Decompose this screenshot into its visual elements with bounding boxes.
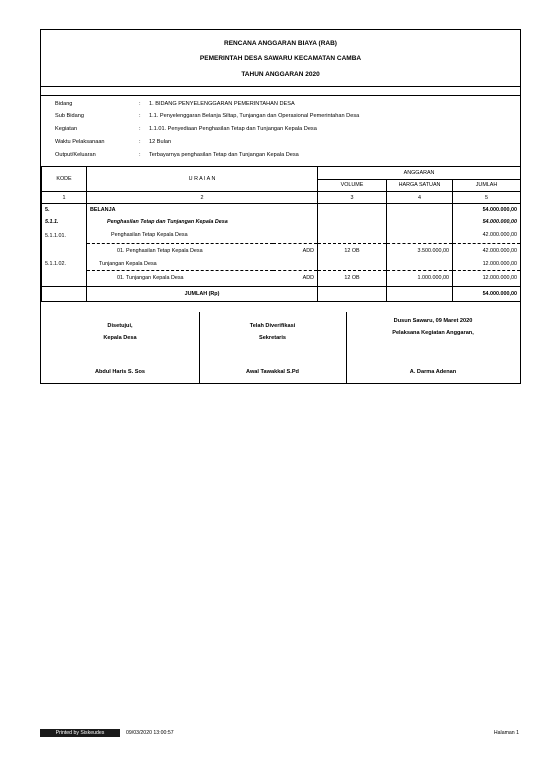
row-jumlah: 12.000.000,00 xyxy=(453,258,521,270)
verifier-role: Sekretaris xyxy=(258,335,287,341)
row-volume: 12 OB xyxy=(318,243,387,258)
table-header-row xyxy=(42,167,521,180)
approver-title: Disetujui, xyxy=(107,323,133,329)
table-row xyxy=(42,215,521,228)
divider xyxy=(41,95,520,96)
info-label: Bidang xyxy=(55,101,73,107)
document-header xyxy=(41,30,520,86)
row-sumber-dana: ADD xyxy=(273,270,318,287)
row-uraian: BELANJA xyxy=(87,204,318,216)
table-row xyxy=(42,228,521,243)
verifier-name: Awal Tawakkal S.Pd xyxy=(246,369,299,375)
table-row xyxy=(42,258,521,270)
table-row xyxy=(42,270,521,287)
verifier-title: Telah Diverifikasi xyxy=(249,323,296,329)
info-label: Output/Keluaran xyxy=(55,152,96,158)
info-value: 1.1. Penyelenggaran Belanja Siltap, Tunjangan dan Operasional Pemerintahan Desa xyxy=(149,113,360,119)
total-label: JUMLAH (Rp) xyxy=(87,287,318,302)
header-jumlah: JUMLAH xyxy=(453,179,521,192)
row-jumlah: 54.000.000,00 xyxy=(453,204,521,216)
page-footer xyxy=(40,729,519,737)
total-value: 54.000.000,00 xyxy=(453,287,521,302)
info-colon: : xyxy=(139,139,141,145)
column-index-row xyxy=(42,192,521,204)
info-value: 1.1.01. Penyediaan Penghasilan Tetap dan Tunjangan Kepala Desa xyxy=(149,126,317,132)
table-row xyxy=(42,243,521,258)
table-row xyxy=(42,204,521,216)
info-value: Terbayarnya penghasilan Tetap dan Tunjangan Kepala Desa xyxy=(149,152,299,158)
row-jumlah: 42.000.000,00 xyxy=(453,243,521,258)
row-jumlah: 42.000.000,00 xyxy=(453,228,521,243)
info-label: Waktu Pelaksanaan xyxy=(55,139,105,145)
approver-role: Kepala Desa xyxy=(103,335,137,341)
row-uraian: Penghasilan Tetap dan Tunjangan Kepala Desa xyxy=(87,215,318,228)
column-index: 3 xyxy=(318,192,387,204)
row-kode xyxy=(42,243,87,258)
info-value: 1. BIDANG PENYELENGGARAN PEMERINTAHAN DESA xyxy=(149,101,295,107)
row-jumlah: 54.000.000,00 xyxy=(453,215,521,228)
row-volume: 12 OB xyxy=(318,270,387,287)
divider xyxy=(41,86,520,87)
info-label: Kegiatan xyxy=(55,126,78,132)
page-number: Halaman 1 xyxy=(493,730,519,736)
info-colon: : xyxy=(139,113,141,119)
row-harga xyxy=(387,215,453,228)
column-index: 4 xyxy=(387,192,453,204)
row-harga xyxy=(387,258,453,270)
total-harga xyxy=(387,287,453,302)
row-volume xyxy=(318,204,387,216)
column-index: 1 xyxy=(42,192,87,204)
column-index: 5 xyxy=(453,192,521,204)
info-colon: : xyxy=(139,152,141,158)
info-label: Sub Bidang xyxy=(55,113,84,119)
row-kode: 5.1.1.01. xyxy=(42,228,87,243)
approver-name: Abdul Haris S. Sos xyxy=(94,369,146,375)
budget-table xyxy=(41,166,521,302)
printed-by-label: Printed by Siskeudes xyxy=(40,729,120,737)
print-timestamp: 09/03/2020 13:00:57 xyxy=(126,730,174,736)
row-volume xyxy=(318,228,387,243)
header-anggaran: ANGGARAN xyxy=(318,167,521,180)
column-index: 2 xyxy=(87,192,318,204)
row-harga: 1.000.000,00 xyxy=(387,270,453,287)
row-sumber-dana: ADD xyxy=(273,243,318,258)
header-uraian: U R A I A N xyxy=(87,167,318,192)
header-kode: KODE xyxy=(42,167,87,192)
total-kode xyxy=(42,287,87,302)
row-uraian: 01. Tunjangan Kepala Desa xyxy=(87,270,273,287)
executor-name: A. Darma Adenan xyxy=(409,369,457,375)
row-harga xyxy=(387,228,453,243)
row-kode: 5.1.1.02. xyxy=(42,258,87,270)
executor-role: Pelaksana Kegiatan Anggaran, xyxy=(392,330,474,336)
row-harga xyxy=(387,204,453,216)
row-uraian: Tunjangan Kepala Desa xyxy=(87,258,318,270)
info-value: 12 Bulan xyxy=(149,139,172,145)
row-volume xyxy=(318,258,387,270)
row-uraian: 01. Penghasilan Tetap Kepala Desa xyxy=(87,243,273,258)
row-kode xyxy=(42,270,87,287)
rab-document xyxy=(40,29,521,384)
row-harga: 3.500.000,00 xyxy=(387,243,453,258)
row-jumlah: 12.000.000,00 xyxy=(453,270,521,287)
document-subtitle: PEMERINTAH DESA SAWARU KECAMATAN CAMBA xyxy=(199,55,362,62)
total-volume xyxy=(318,287,387,302)
row-uraian: Penghasilan Tetap Kepala Desa xyxy=(87,228,318,243)
info-colon: : xyxy=(139,101,141,107)
sign-place-date: Dusun Sawaru, 09 Maret 2020 xyxy=(393,318,473,324)
row-volume xyxy=(318,215,387,228)
header-volume: VOLUME xyxy=(318,179,387,192)
info-colon: : xyxy=(139,126,141,132)
header-harga-satuan: HARGA SATUAN xyxy=(387,179,453,192)
row-kode: 5.1.1. xyxy=(42,215,87,228)
total-row xyxy=(42,287,521,302)
row-kode: 5. xyxy=(42,204,87,216)
document-year: TAHUN ANGGARAN 2020 xyxy=(241,71,320,78)
document-title: RENCANA ANGGARAN BIAYA (RAB) xyxy=(224,40,337,47)
